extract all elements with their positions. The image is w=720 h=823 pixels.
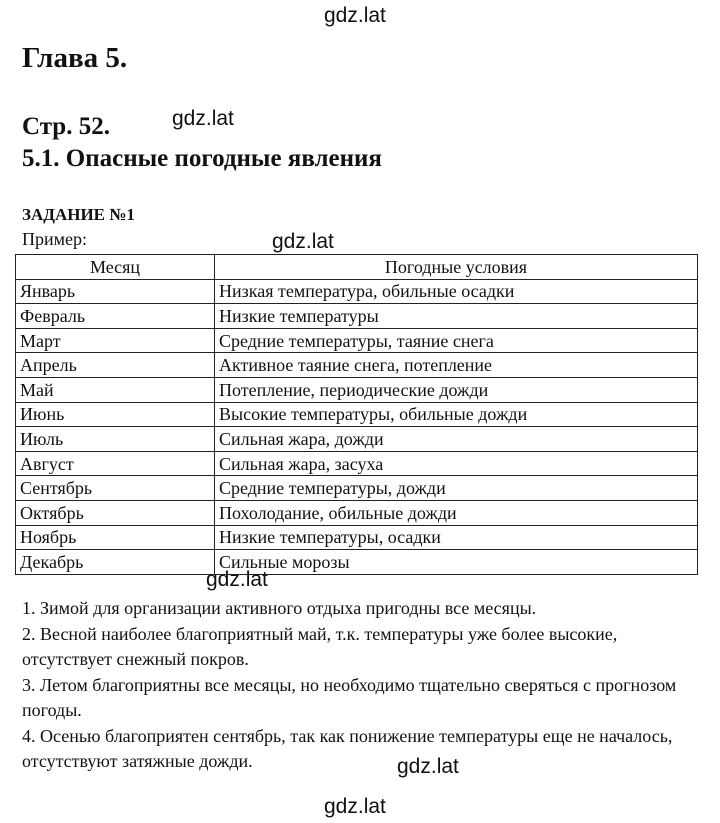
watermark: gdz.lat <box>172 107 234 130</box>
answer-text <box>22 596 702 775</box>
table-row <box>16 476 698 501</box>
table-row <box>16 500 698 525</box>
column-header-conditions: Погодные условия <box>215 255 698 280</box>
paragraph: 4. Осенью благоприятен сентябрь, так как понижение температуры еще не началось, отсутствуют затяжные дожди. <box>22 725 673 771</box>
month-cell: Январь <box>16 279 215 304</box>
table-body <box>16 279 698 574</box>
paragraph: 1. Зимой для организации активного отдыха пригодны все месяцы. <box>22 598 537 618</box>
conditions-cell: Низкие температуры <box>215 304 698 329</box>
month-cell: Март <box>16 328 215 353</box>
month-cell: Апрель <box>16 353 215 378</box>
table-row <box>16 377 698 402</box>
conditions-cell: Сильные морозы <box>215 550 698 575</box>
paragraph: 3. Летом благоприятны все месяцы, но необходимо тщательно сверяться с прогнозом погоды. <box>22 674 677 720</box>
chapter-title: Глава 5. <box>22 42 128 74</box>
column-header-month: Месяц <box>16 255 215 280</box>
table-row <box>16 353 698 378</box>
conditions-cell: Потепление, периодические дожди <box>215 377 698 402</box>
conditions-cell: Похолодание, обильные дожди <box>215 500 698 525</box>
month-cell: Ноябрь <box>16 525 215 550</box>
conditions-cell: Низкие температуры, осадки <box>215 525 698 550</box>
paragraph: 2. Весной наиболее благоприятный май, т.к. температуры уже более высокие, отсутствует снежный покров. <box>22 623 618 669</box>
table-header-row <box>16 255 698 280</box>
conditions-cell: Сильная жара, дожди <box>215 427 698 452</box>
watermark: gdz.lat <box>206 568 268 591</box>
month-cell: Июнь <box>16 402 215 427</box>
month-cell: Февраль <box>16 304 215 329</box>
month-cell: Август <box>16 451 215 476</box>
conditions-cell: Низкая температура, обильные осадки <box>215 279 698 304</box>
watermark: gdz.lat <box>324 795 386 818</box>
conditions-cell: Сильная жара, засуха <box>215 451 698 476</box>
table-row <box>16 451 698 476</box>
page-reference: Стр. 52. <box>22 113 110 140</box>
conditions-cell: Активное таяние снега, потепление <box>215 353 698 378</box>
conditions-cell: Средние температуры, дожди <box>215 476 698 501</box>
table-row <box>16 304 698 329</box>
watermark: gdz.lat <box>397 755 459 778</box>
table-row <box>16 328 698 353</box>
example-label: Пример: <box>22 229 88 249</box>
table-row <box>16 525 698 550</box>
month-cell: Май <box>16 377 215 402</box>
section-title: 5.1. Опасные погодные явления <box>22 145 382 172</box>
watermark: gdz.lat <box>324 4 386 27</box>
watermark: gdz.lat <box>272 230 334 253</box>
table-row <box>16 427 698 452</box>
month-cell: Сентябрь <box>16 476 215 501</box>
table-row <box>16 279 698 304</box>
month-cell: Декабрь <box>16 550 215 575</box>
month-cell: Июль <box>16 427 215 452</box>
table-row <box>16 402 698 427</box>
month-cell: Октябрь <box>16 500 215 525</box>
table-row <box>16 550 698 575</box>
conditions-cell: Высокие температуры, обильные дожди <box>215 402 698 427</box>
conditions-cell: Средние температуры, таяние снега <box>215 328 698 353</box>
task-title: ЗАДАНИЕ №1 <box>22 205 135 224</box>
weather-table <box>15 254 698 575</box>
